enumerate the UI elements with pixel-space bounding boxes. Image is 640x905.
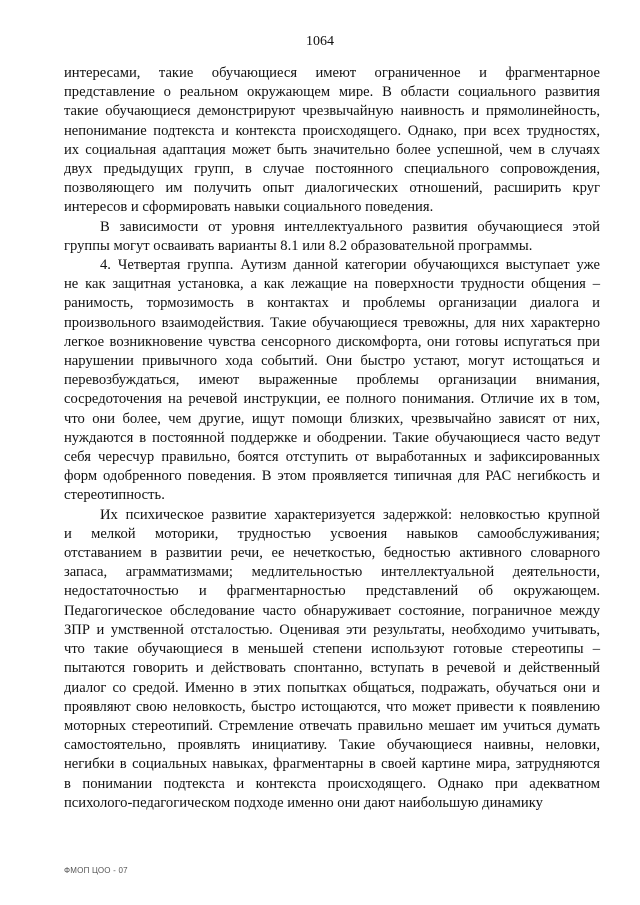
text-line: ранимость, тормозимость в контактах и проблемы организации диалога и: [64, 295, 600, 312]
paragraph: [64, 218, 600, 256]
text-line: нарушении привычного хода событий. Они быстро устают, могут истощаться и: [64, 353, 600, 370]
text-line: интересов и сформировать навыки социального поведения.: [64, 199, 434, 216]
text-line: такие обучающиеся демонстрируют чрезвычайную наивность и прямолинейность,: [64, 103, 600, 120]
text-line: самостоятельно, проявлять инициативу. Такие обучающиеся наивны, неловки,: [64, 737, 600, 754]
text-line: проявляют свою неловкость, быстро истощаются, что может привести к появлению: [64, 698, 600, 715]
text-line: психолого-педагогическом подходе именно они дают наибольшую динамику: [64, 794, 543, 811]
text-line: произвольного взаимодействия. Такие обучающиеся тревожны, для них характерно: [64, 314, 600, 331]
text-line: диалог со средой. Именно в этих попытках общаться, подражать, обучаться они и: [64, 679, 600, 696]
text-line: что они более, чем другие, ищут помощи близких, чрезвычайно зависят от них,: [64, 410, 600, 427]
text-line: что такие обучающиеся в меньшей степени используют готовые стереотипы –: [64, 641, 600, 658]
text-line: форм одобренного поведения. В этом проявляется типичная для РАС негибкость и: [64, 468, 600, 485]
text-line: нуждаются в постоянной поддержке и ободрении. Такие обучающиеся часто ведут: [64, 429, 600, 446]
paragraph: [64, 256, 600, 506]
text-line: не как защитная установка, а как лежащие на поверхности трудности общения –: [64, 276, 600, 293]
text-line: их социальная адаптация может быть значительно более успешной, чем в случаях: [64, 141, 600, 158]
text-line: ЗПР и умственной отсталостью. Оценивая эти результаты, необходимо учитывать,: [64, 621, 600, 638]
text-line: Педагогическое обследование часто обнаруживает состояние, пограничное между: [64, 602, 600, 619]
text-line: представление о реальном окружающем мире. В области социального развития: [64, 84, 600, 101]
page-number: 1064: [306, 34, 334, 49]
text-line: стереотипность.: [64, 487, 165, 504]
text-line: недостаточностью и фрагментарностью представлений об окружающем.: [64, 583, 600, 600]
text-line: сосредоточения на речевой инструкции, ее полного понимания. Отличие их в том,: [64, 391, 600, 408]
text-line: непонимание подтекста и контекста происходящего. Однако, при всех трудностях,: [64, 122, 600, 139]
footer-mark: ФМОП ЦОО - 07: [64, 866, 128, 875]
paragraph: [64, 506, 600, 813]
text-line: двух предыдущих групп, в случае постоянного специального сопровождения,: [64, 161, 600, 178]
text-line: легкое возникновение чувства сенсорного дискомфорта, они готовы испугаться при: [64, 333, 600, 350]
text-line: пытаются говорить и действовать спонтанно, вступать в речевой и действенный: [64, 660, 600, 677]
text-line: перевозбуждаться, имеют выраженные проблемы организации внимания,: [64, 372, 600, 389]
text-line: позволяющего им получить опыт диалогических отношений, расширить круг: [64, 180, 600, 197]
page-body: [64, 64, 600, 813]
text-line: группы могут осваивать варианты 8.1 или 8.2 образовательной программы.: [64, 237, 533, 254]
text-line: в понимании подтекста и контекста происходящего. Однако при адекватном: [64, 775, 600, 792]
text-line: запаса, аграмматизмами; медлительностью интеллектуальной деятельности,: [64, 564, 600, 581]
text-line: и мелкой моторики, трудностью усвоения навыков самообслуживания;: [64, 525, 600, 542]
text-line: 4. Четвертая группа. Аутизм данной категории обучающихся выступает уже: [100, 257, 600, 274]
text-line: негибки в социальных навыках, фрагментарны в своей картине мира, затрудняются: [64, 756, 600, 773]
text-line: интересами, такие обучающиеся имеют ограниченное и фрагментарное: [64, 65, 600, 81]
text-line: себя чересчур правильно, боятся отступить от выработанных и зафиксированных: [64, 449, 600, 466]
paragraph: [64, 64, 600, 218]
text-line: отставанием в развитии речи, ее нечеткостью, бедностью активного словарного: [64, 545, 600, 562]
text-line: Их психическое развитие характеризуется задержкой: неловкостью крупной: [100, 506, 600, 523]
text-line: В зависимости от уровня интеллектуального развития обучающиеся этой: [100, 218, 600, 235]
text-line: моторных стереотипий. Стремление отвечать правильно мешает им учиться думать: [64, 717, 600, 734]
